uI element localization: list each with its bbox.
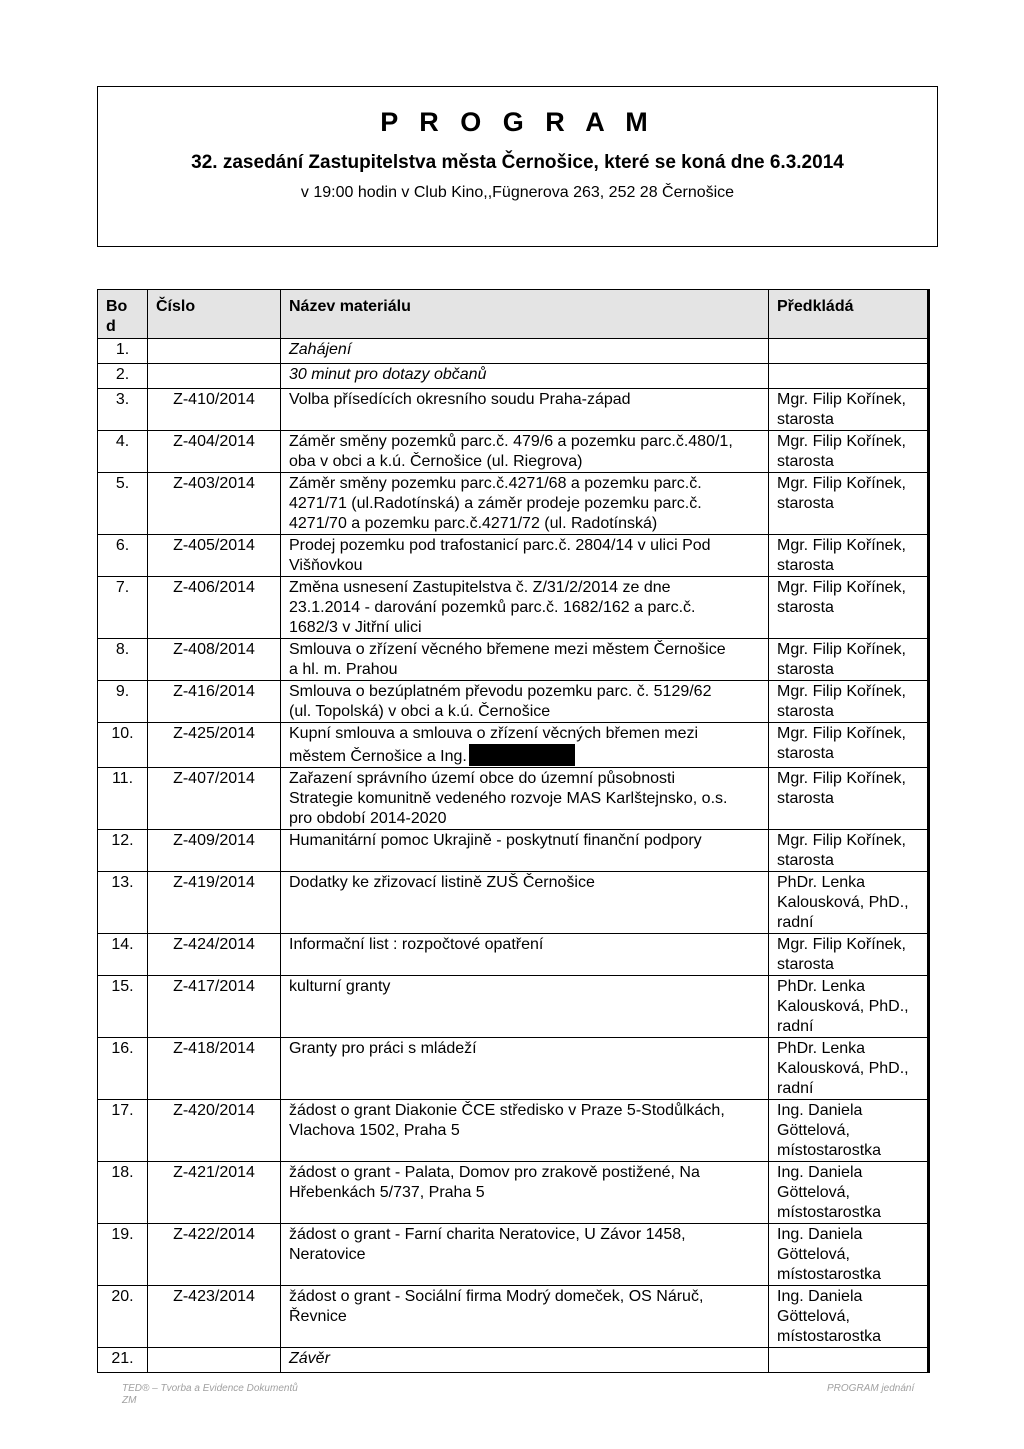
cell-cislo	[148, 1348, 281, 1373]
cell-cislo: Z-409/2014	[148, 830, 281, 872]
cell-bod: 18.	[98, 1162, 148, 1224]
column-header-nazev: Název materiálu	[281, 290, 769, 339]
cell-nazev: Záměr směny pozemku parc.č.4271/68 a pozemku parc.č. 4271/71 (ul.Radotínská) a záměr prodeje pozemku parc.č. 4271/70 a pozemku parc.č.4271/72 (ul. Radotínská)	[281, 473, 769, 535]
cell-cislo: Z-408/2014	[148, 639, 281, 681]
table-row	[98, 1100, 929, 1162]
cell-cislo: Z-416/2014	[148, 681, 281, 723]
cell-cislo: Z-418/2014	[148, 1038, 281, 1100]
cell-nazev: žádost o grant - Palata, Domov pro zrakově postižené, Na Hřebenkách 5/737, Praha 5	[281, 1162, 769, 1224]
table-row	[98, 1286, 929, 1348]
cell-bod: 17.	[98, 1100, 148, 1162]
cell-bod: 19.	[98, 1224, 148, 1286]
cell-cislo: Z-404/2014	[148, 431, 281, 473]
table-row	[98, 768, 929, 830]
cell-cislo: Z-422/2014	[148, 1224, 281, 1286]
meeting-place: v 19:00 hodin v Club Kino,,Fügnerova 263, 252 28 Černošice	[300, 184, 735, 201]
cell-nazev: Smlouva o bezúplatném převodu pozemku parc. č. 5129/62 (ul. Topolská) v obci a k.ú. Černošice	[281, 681, 769, 723]
cell-bod: 1.	[98, 339, 148, 364]
cell-nazev: Závěr	[281, 1348, 769, 1373]
cell-bod: 20.	[98, 1286, 148, 1348]
cell-predklada	[769, 339, 929, 364]
cell-nazev: 30 minut pro dotazy občanů	[281, 364, 769, 389]
cell-bod: 6.	[98, 535, 148, 577]
meeting-title: 32. zasedání Zastupitelstva města Černošice, které se koná dne 6.3.2014	[191, 152, 844, 173]
table-row	[98, 1162, 929, 1224]
cell-cislo: Z-410/2014	[148, 389, 281, 431]
cell-cislo: Z-419/2014	[148, 872, 281, 934]
cell-cislo: Z-403/2014	[148, 473, 281, 535]
cell-bod: 16.	[98, 1038, 148, 1100]
agenda-body	[98, 339, 929, 1373]
cell-predklada: PhDr. Lenka Kalousková, PhD., radní	[769, 872, 929, 934]
cell-bod: 2.	[98, 364, 148, 389]
column-header-cislo: Číslo	[148, 290, 281, 339]
cell-predklada: Mgr. Filip Kořínek, starosta	[769, 934, 929, 976]
agenda-header-row	[98, 290, 929, 339]
table-row	[98, 830, 929, 872]
cell-nazev: Informační list : rozpočtové opatření	[281, 934, 769, 976]
table-row	[98, 723, 929, 768]
cell-predklada: Ing. Daniela Göttelová, místostarostka	[769, 1162, 929, 1224]
cell-nazev: kulturní granty	[281, 976, 769, 1038]
cell-predklada: Ing. Daniela Göttelová, místostarostka	[769, 1100, 929, 1162]
cell-predklada: Mgr. Filip Kořínek, starosta	[769, 473, 929, 535]
cell-nazev: Granty pro práci s mládeží	[281, 1038, 769, 1100]
cell-bod: 9.	[98, 681, 148, 723]
cell-cislo: Z-421/2014	[148, 1162, 281, 1224]
cell-nazev: Humanitární pomoc Ukrajině - poskytnutí finanční podpory	[281, 830, 769, 872]
table-row	[98, 389, 929, 431]
cell-nazev: Zařazení správního území obce do územní působnosti Strategie komunitně vedeného rozvoje MAS Karlštejnsko, o.s. pro období 2014-2020	[281, 768, 769, 830]
cell-predklada: Mgr. Filip Kořínek, starosta	[769, 723, 929, 768]
cell-bod: 12.	[98, 830, 148, 872]
cell-nazev: Volba přísedících okresního soudu Praha-západ	[281, 389, 769, 431]
cell-nazev: Zahájení	[281, 339, 769, 364]
cell-predklada	[769, 1348, 929, 1373]
program-title: P R O G R A M	[380, 107, 655, 137]
footer-code: ZM	[122, 1395, 137, 1406]
cell-cislo: Z-405/2014	[148, 535, 281, 577]
agenda-table	[97, 289, 930, 1373]
cell-nazev: žádost o grant Diakonie ČCE středisko v Praze 5-Stodůlkách, Vlachova 1502, Praha 5	[281, 1100, 769, 1162]
cell-cislo: Z-417/2014	[148, 976, 281, 1038]
cell-nazev: Dodatky ke zřizovací listině ZUŠ Černošice	[281, 872, 769, 934]
cell-bod: 7.	[98, 577, 148, 639]
table-row	[98, 1038, 929, 1100]
cell-predklada: Ing. Daniela Göttelová, místostarostka	[769, 1224, 929, 1286]
table-row	[98, 1348, 929, 1373]
cell-cislo: Z-407/2014	[148, 768, 281, 830]
cell-predklada: Mgr. Filip Kořínek, starosta	[769, 389, 929, 431]
redaction-bar	[469, 744, 575, 766]
table-row	[98, 473, 929, 535]
cell-predklada: PhDr. Lenka Kalousková, PhD., radní	[769, 976, 929, 1038]
cell-predklada: Mgr. Filip Kořínek, starosta	[769, 535, 929, 577]
footer-software: TED® – Tvorba a Evidence Dokumentů	[122, 1383, 298, 1394]
cell-cislo: Z-406/2014	[148, 577, 281, 639]
table-row	[98, 577, 929, 639]
cell-bod: 3.	[98, 389, 148, 431]
cell-predklada: Mgr. Filip Kořínek, starosta	[769, 577, 929, 639]
cell-predklada: Ing. Daniela Göttelová, místostarostka	[769, 1286, 929, 1348]
cell-nazev: Smlouva o zřízení věcného břemene mezi městem Černošice a hl. m. Prahou	[281, 639, 769, 681]
cell-nazev: Záměr směny pozemků parc.č. 479/6 a pozemku parc.č.480/1, oba v obci a k.ú. Černošice (ul. Riegrova)	[281, 431, 769, 473]
table-row	[98, 872, 929, 934]
table-row	[98, 681, 929, 723]
cell-bod: 15.	[98, 976, 148, 1038]
cell-bod: 5.	[98, 473, 148, 535]
table-row	[98, 639, 929, 681]
cell-bod: 8.	[98, 639, 148, 681]
cell-cislo: Z-424/2014	[148, 934, 281, 976]
cell-nazev: Kupní smlouva a smlouva o zřízení věcných břemen mezi městem Černošice a Ing.	[281, 723, 769, 768]
table-row	[98, 1224, 929, 1286]
footer-right: PROGRAM jednání	[827, 1383, 915, 1394]
table-row	[98, 535, 929, 577]
cell-predklada	[769, 364, 929, 389]
table-row	[98, 934, 929, 976]
cell-bod: 21.	[98, 1348, 148, 1373]
footer-left	[122, 1383, 298, 1407]
cell-cislo: Z-425/2014	[148, 723, 281, 768]
cell-predklada: Mgr. Filip Kořínek, starosta	[769, 768, 929, 830]
table-row	[98, 431, 929, 473]
cell-predklada: Mgr. Filip Kořínek, starosta	[769, 681, 929, 723]
cell-predklada: Mgr. Filip Kořínek, starosta	[769, 830, 929, 872]
program-header-box	[97, 86, 938, 247]
cell-bod: 4.	[98, 431, 148, 473]
column-header-bod: Bo d	[98, 290, 148, 339]
cell-predklada: Mgr. Filip Kořínek, starosta	[769, 431, 929, 473]
cell-predklada: PhDr. Lenka Kalousková, PhD., radní	[769, 1038, 929, 1100]
cell-nazev: Prodej pozemku pod trafostanicí parc.č. 2804/14 v ulici Pod Višňovkou	[281, 535, 769, 577]
cell-bod: 13.	[98, 872, 148, 934]
table-row	[98, 976, 929, 1038]
cell-predklada: Mgr. Filip Kořínek, starosta	[769, 639, 929, 681]
cell-cislo	[148, 364, 281, 389]
cell-bod: 14.	[98, 934, 148, 976]
table-row	[98, 364, 929, 389]
column-header-predklada: Předkládá	[769, 290, 929, 339]
cell-nazev: Změna usnesení Zastupitelstva č. Z/31/2/2014 ze dne 23.1.2014 - darování pozemků parc.č. 1682/162 a parc.č. 1682/3 v Jitřní ulici	[281, 577, 769, 639]
cell-cislo: Z-423/2014	[148, 1286, 281, 1348]
cell-nazev: žádost o grant - Farní charita Neratovice, U Závor 1458, Neratovice	[281, 1224, 769, 1286]
cell-bod: 10.	[98, 723, 148, 768]
cell-nazev: žádost o grant - Sociální firma Modrý domeček, OS Náruč, Řevnice	[281, 1286, 769, 1348]
cell-cislo: Z-420/2014	[148, 1100, 281, 1162]
table-row	[98, 339, 929, 364]
cell-bod: 11.	[98, 768, 148, 830]
cell-cislo	[148, 339, 281, 364]
